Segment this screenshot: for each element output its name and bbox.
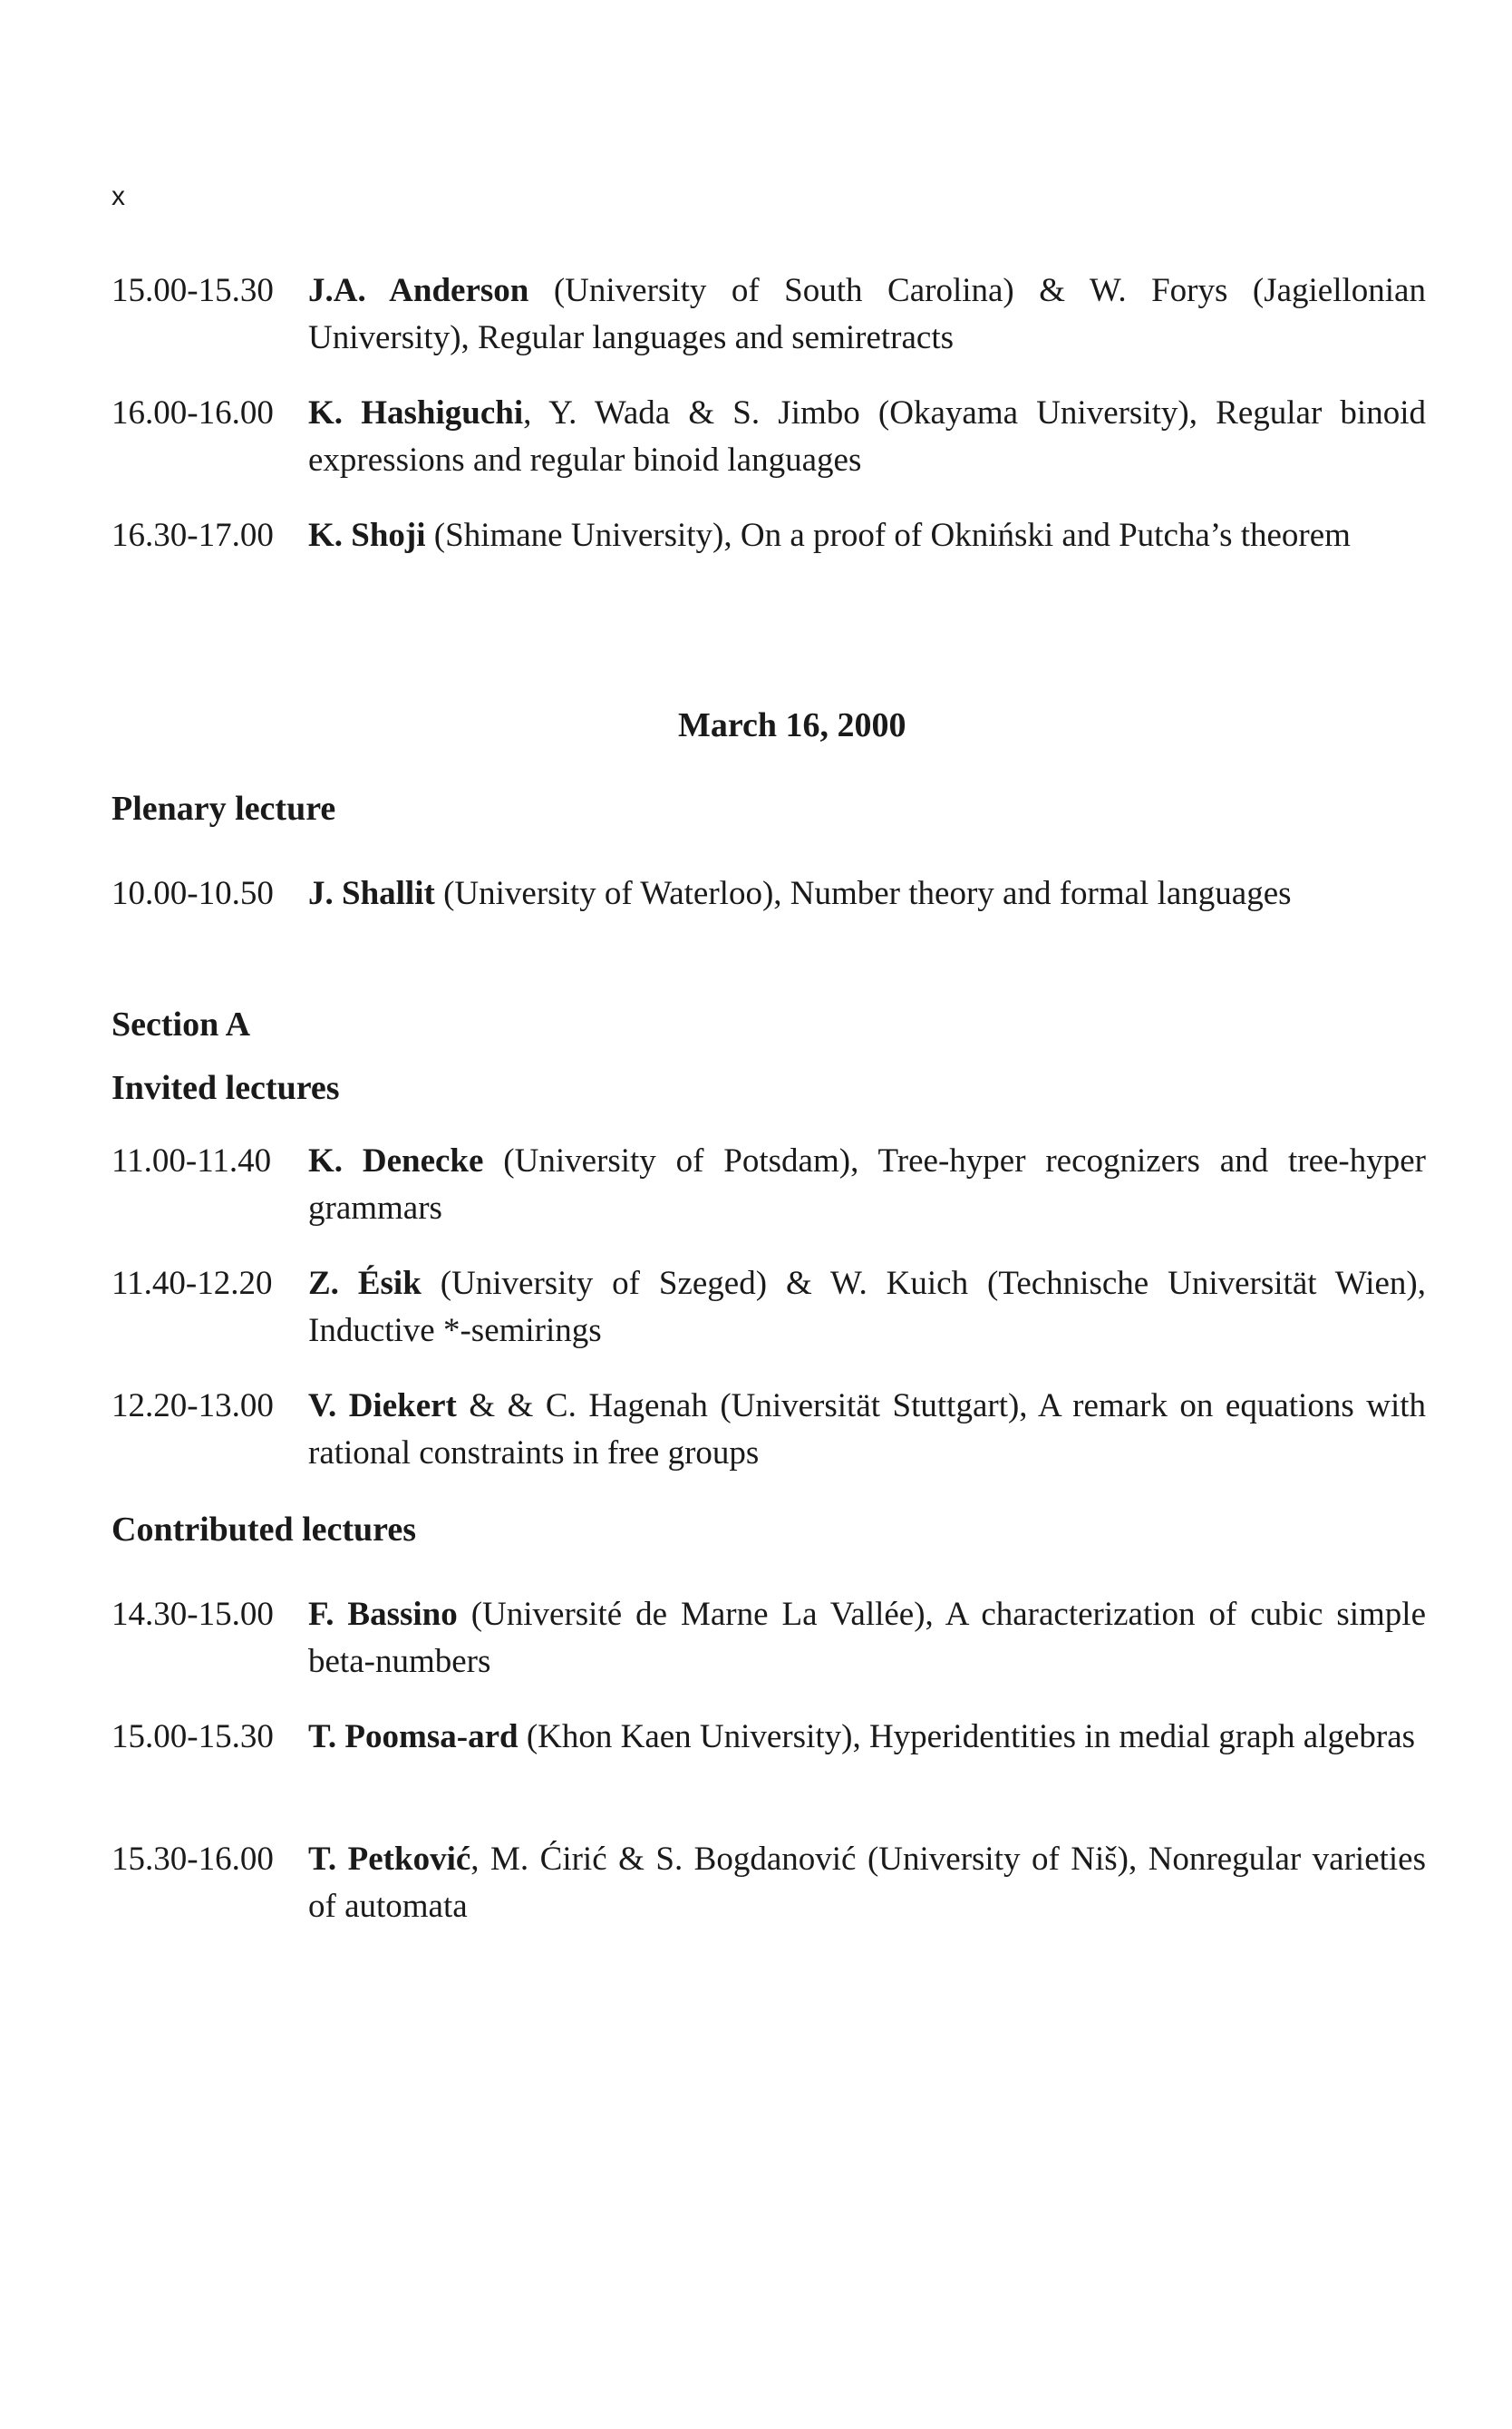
entry-time: 11.00-11.40 bbox=[111, 1142, 272, 1180]
entry-body bbox=[308, 1383, 1426, 1477]
entry-details: (University of Potsdam), Tree-hyper recognizers and tree-hyper grammars bbox=[308, 1142, 1426, 1227]
entry-body bbox=[308, 1591, 1426, 1686]
date-heading: March 16, 2000 bbox=[678, 706, 906, 744]
entry-body bbox=[308, 1260, 1426, 1355]
contributed-heading: Contributed lectures bbox=[111, 1511, 416, 1549]
entry-time: 12.20-13.00 bbox=[111, 1387, 274, 1424]
entry-body bbox=[308, 390, 1426, 484]
entry-body bbox=[308, 1138, 1426, 1232]
entry-time: 15.00-15.30 bbox=[111, 1718, 274, 1755]
program-entry bbox=[111, 390, 1426, 484]
entry-speaker: J.A. Anderson bbox=[308, 272, 529, 309]
invited-heading: Invited lectures bbox=[111, 1069, 340, 1107]
entry-speaker: F. Bassino bbox=[308, 1596, 458, 1633]
program-entry bbox=[111, 870, 1426, 918]
entry-body bbox=[308, 267, 1426, 362]
program-entry bbox=[111, 1591, 1426, 1686]
entry-details: & & C. Hagenah (Universität Stuttgart), A remark on equations with rational constraints in free groups bbox=[308, 1387, 1427, 1472]
entry-details: , Y. Wada & S. Jimbo (Okayama University), Regular binoid expressions and regular binoid languages bbox=[308, 394, 1426, 479]
entry-speaker: Z. Ésik bbox=[308, 1265, 422, 1302]
program-entry bbox=[111, 1714, 1426, 1761]
program-entry bbox=[111, 1260, 1426, 1355]
program-entry bbox=[111, 267, 1426, 362]
page-number: x bbox=[111, 181, 125, 211]
entry-details: (University of Szeged) & W. Kuich (Technische Universität Wien), Inductive *-semirings bbox=[308, 1265, 1426, 1349]
entry-speaker: K. Denecke bbox=[308, 1142, 484, 1180]
entry-time: 15.00-15.30 bbox=[111, 272, 274, 309]
entry-speaker: K. Shoji bbox=[308, 517, 426, 554]
entry-time: 16.00-16.00 bbox=[111, 394, 274, 432]
entry-details: (Khon Kaen University), Hyperidentities in medial graph algebras bbox=[518, 1718, 1416, 1755]
section-heading: Section A bbox=[111, 1006, 251, 1044]
entry-details: , M. Ćirić & S. Bogdanović (University of Niš), Nonregular varieties of automata bbox=[308, 1841, 1427, 1925]
entry-body bbox=[308, 1836, 1426, 1930]
entry-time: 16.30-17.00 bbox=[111, 517, 274, 554]
entry-body bbox=[308, 1714, 1426, 1761]
entry-speaker: T. Poomsa-ard bbox=[308, 1718, 519, 1755]
entry-speaker: J. Shallit bbox=[308, 875, 435, 912]
program-entry bbox=[111, 1836, 1426, 1930]
entry-speaker: K. Hashiguchi bbox=[308, 394, 524, 432]
entry-time: 14.30-15.00 bbox=[111, 1596, 274, 1633]
entry-details: (Shimane University), On a proof of Okniński and Putcha’s theorem bbox=[425, 517, 1351, 554]
entry-speaker: T. Petković bbox=[308, 1841, 471, 1878]
program-entry bbox=[111, 1383, 1426, 1477]
entry-time: 10.00-10.50 bbox=[111, 875, 274, 912]
program-entry bbox=[111, 512, 1426, 559]
program-entry bbox=[111, 1138, 1426, 1232]
plenary-heading: Plenary lecture bbox=[111, 790, 336, 828]
entry-details: (University of South Carolina) & W. Forys (Jagiellonian University), Regular languages and semiretracts bbox=[308, 272, 1426, 356]
entry-body bbox=[308, 512, 1426, 559]
entry-time: 11.40-12.20 bbox=[111, 1265, 273, 1302]
entry-details: (University of Waterloo), Number theory and formal languages bbox=[434, 875, 1292, 912]
entry-speaker: V. Diekert bbox=[308, 1387, 457, 1424]
entry-body bbox=[308, 870, 1426, 918]
entry-details: (Université de Marne La Vallée), A characterization of cubic simple beta-numbers bbox=[308, 1596, 1426, 1680]
entry-time: 15.30-16.00 bbox=[111, 1841, 274, 1878]
